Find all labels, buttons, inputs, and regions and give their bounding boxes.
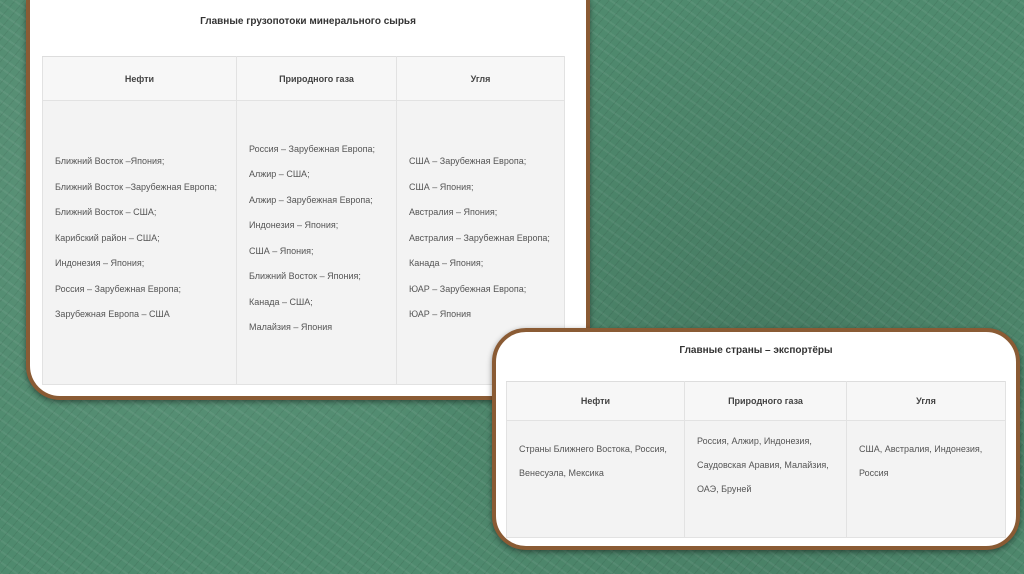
list-item: ЮАР – Зарубежная Европа;	[409, 283, 527, 294]
list-item: Россия	[859, 468, 889, 478]
exporters-card	[492, 328, 1020, 550]
list-item: ЮАР – Япония	[409, 309, 472, 320]
list-item: США – Япония;	[409, 181, 474, 192]
column-header-gas: Природного газа	[237, 57, 397, 101]
list-item: США – Япония;	[249, 245, 314, 256]
list-item: Малайзия – Япония	[249, 322, 333, 332]
oil-exporters-cell	[507, 421, 685, 538]
list-item: Алжир – Зарубежная Европа;	[249, 194, 373, 205]
list-item: Россия – Зарубежная Европа;	[249, 143, 375, 154]
list-item: Венесуэла, Мексика	[519, 468, 604, 478]
list-item: Карибский район – США;	[55, 232, 160, 243]
list-item: Ближний Восток –Зарубежная Европа;	[55, 181, 218, 192]
list-item: ОАЭ, Бруней	[697, 484, 752, 494]
list-item: Страны Ближнего Востока, Россия,	[519, 444, 667, 454]
list-item: Россия – Зарубежная Европа;	[55, 283, 181, 294]
list-item: Индонезия – Япония;	[249, 220, 339, 230]
list-item: Канада – США;	[249, 296, 313, 307]
list-item: Индонезия – Япония;	[55, 258, 145, 269]
list-item: Австралия – Зарубежная Европа;	[409, 232, 550, 243]
list-item: Австралия – Япония;	[409, 207, 498, 218]
exporters-table	[506, 381, 1006, 538]
gas-flows-cell	[237, 101, 397, 385]
column-header-coal: Угля	[397, 57, 565, 101]
exporters-title: Главные страны – экспортёры	[679, 345, 833, 356]
coal-exporters-cell	[847, 421, 1006, 538]
column-header-coal: Угля	[847, 382, 1006, 421]
mineral-flows-title: Главные грузопотоки минерального сырья	[200, 16, 416, 27]
list-item: США – Зарубежная Европа;	[409, 156, 527, 167]
list-item: Ближний Восток – США;	[55, 207, 157, 218]
list-item: Зарубежная Европа – США	[55, 309, 170, 320]
oil-flows-cell	[43, 101, 237, 385]
mineral-flows-table	[42, 56, 565, 385]
column-header-oil: Нефти	[43, 57, 237, 101]
column-header-gas: Природного газа	[685, 382, 847, 421]
list-item: Россия, Алжир, Индонезия,	[697, 436, 812, 446]
list-item: Ближний Восток – Япония;	[249, 271, 361, 281]
list-item: Алжир – США;	[249, 169, 310, 179]
list-item: Ближний Восток –Япония;	[55, 156, 165, 167]
gas-exporters-cell	[685, 421, 847, 538]
column-header-oil: Нефти	[507, 382, 685, 421]
list-item: Канада – Япония;	[409, 258, 484, 269]
list-item: США, Австралия, Индонезия,	[859, 444, 983, 454]
list-item: Саудовская Аравия, Малайзия,	[697, 460, 829, 470]
